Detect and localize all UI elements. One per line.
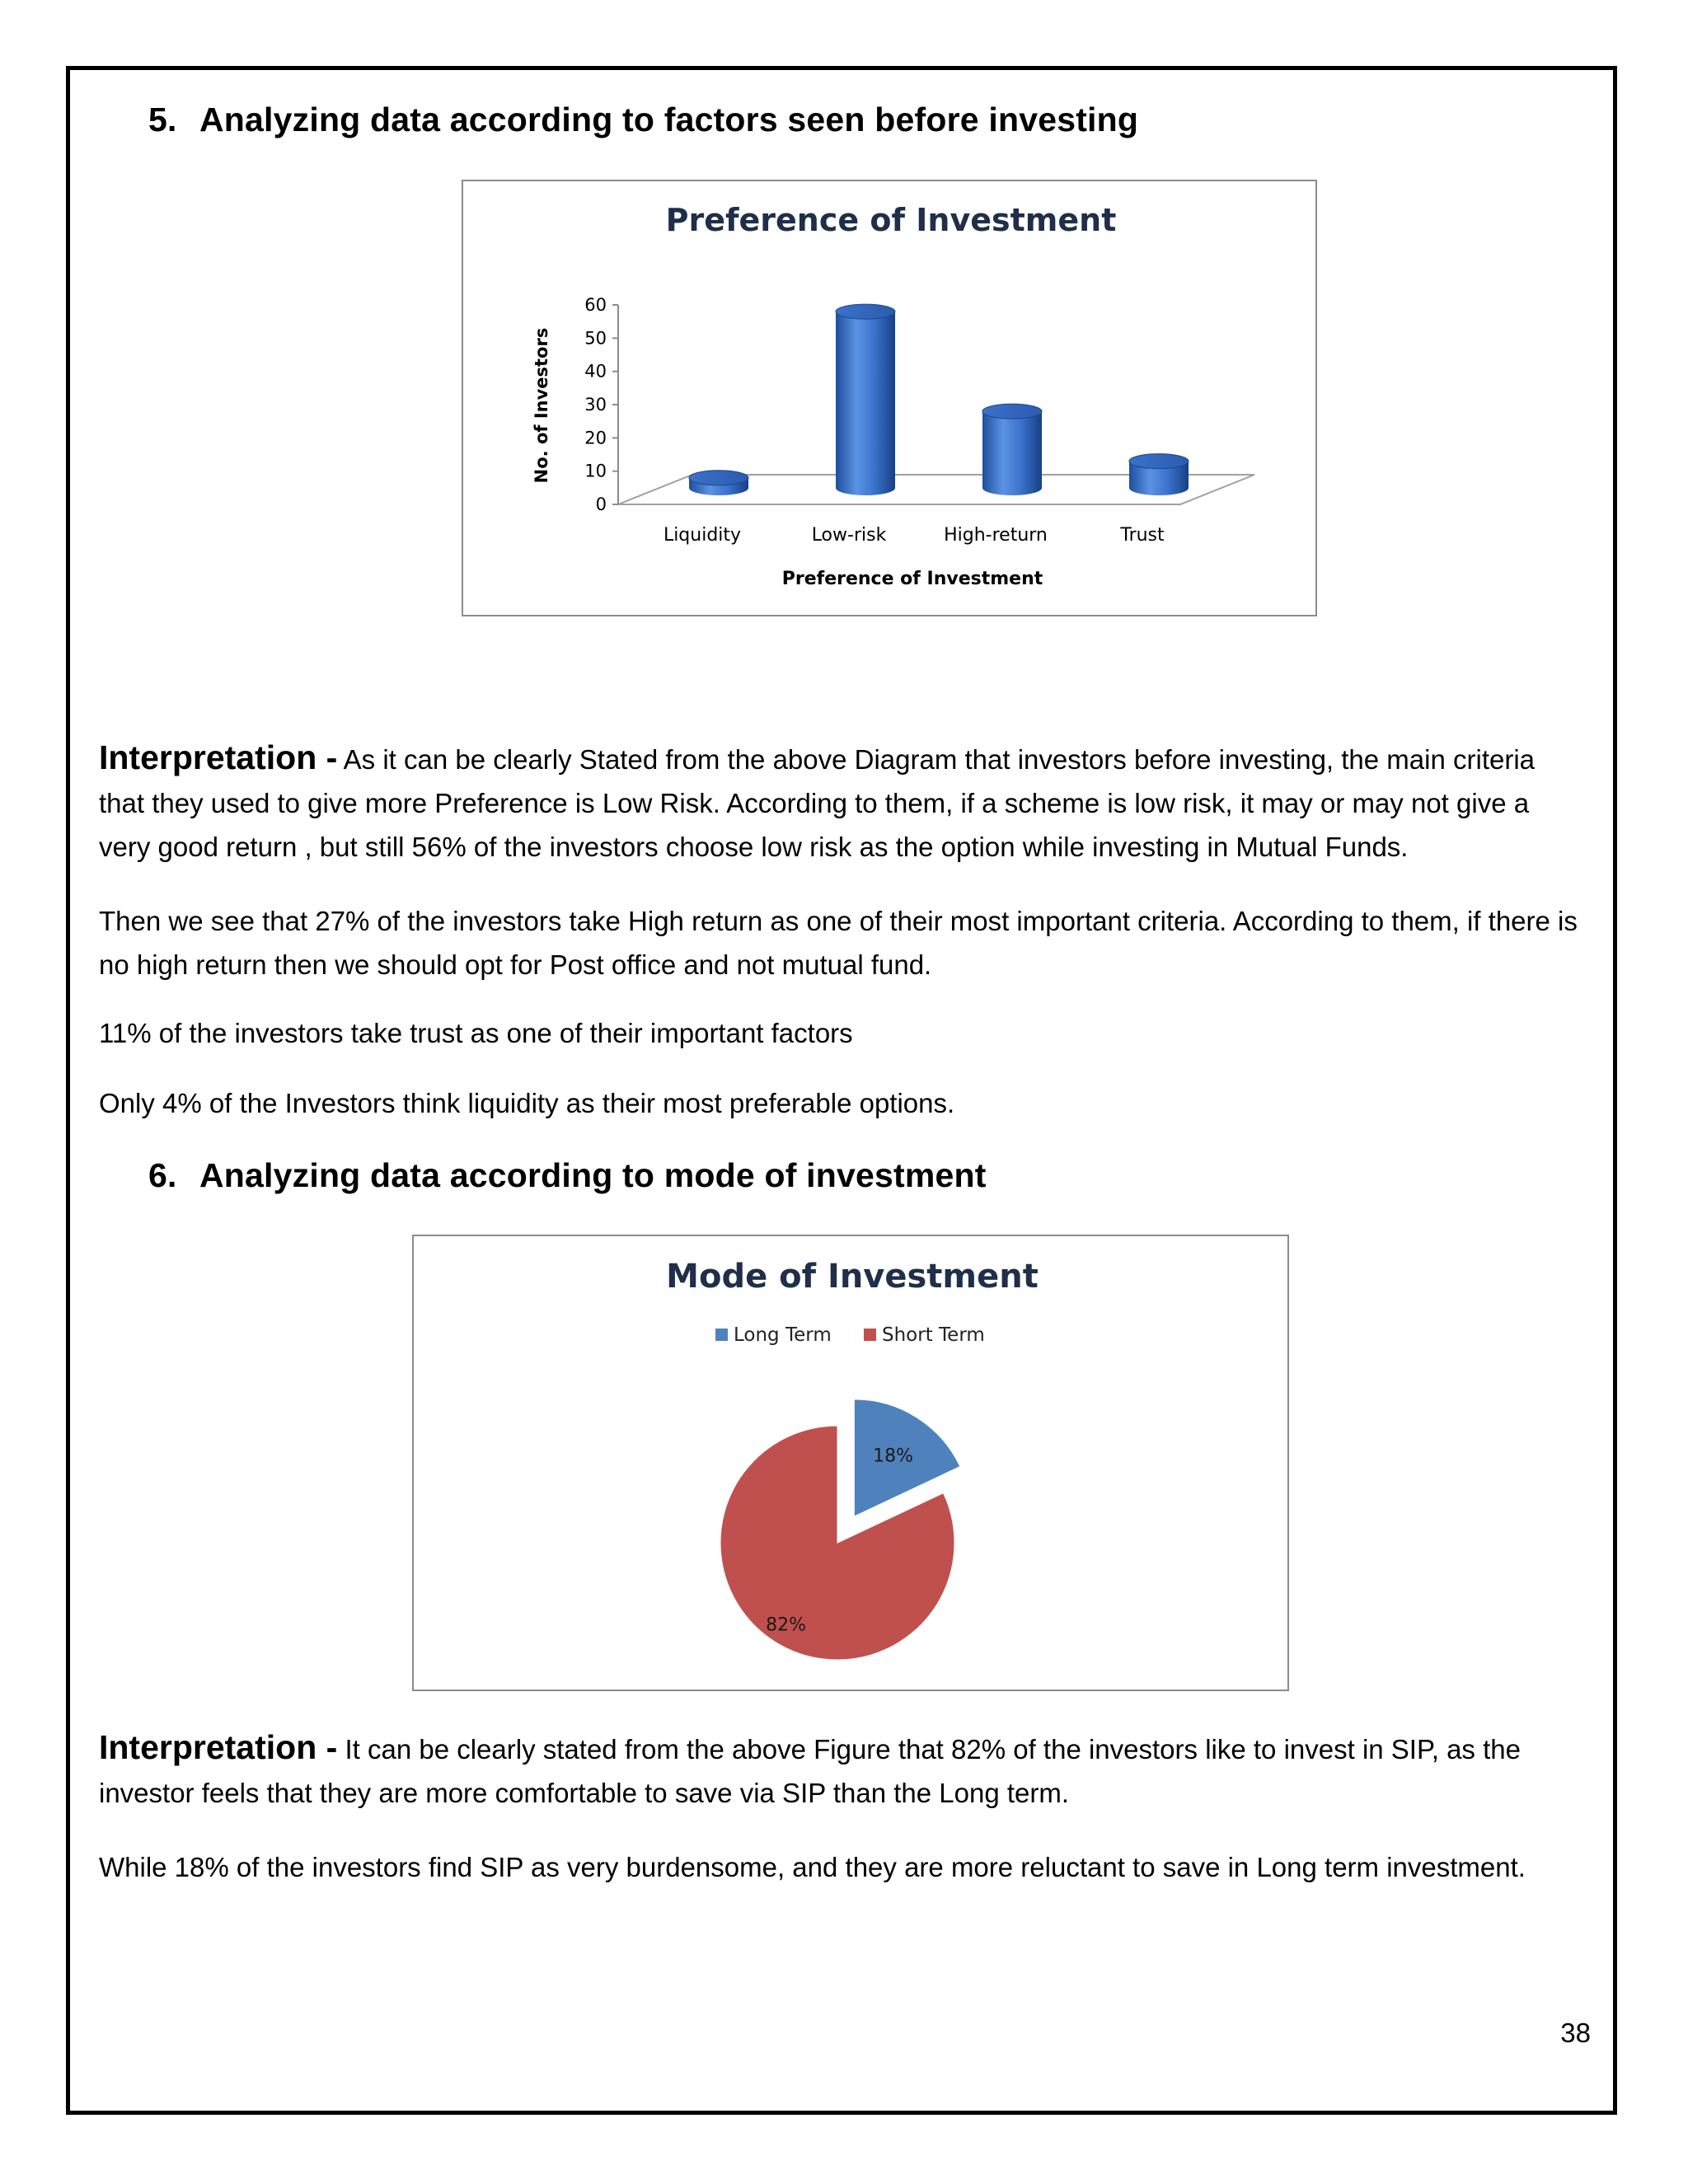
bar-liquidity [689,471,748,495]
interpretation-2-text: It can be clearly stated from the above Figure that 82% of the investors like to invest in SIP, as the investor feels that they are more comfortable to save via SIP than the Long term. [99,1734,1521,1808]
bar-top [689,471,748,485]
legend-swatch [864,1329,876,1341]
y-tick-label: 50 [584,328,607,349]
preference-bar-chart [463,181,1319,618]
interpretation-1-lead: Interpretation - [99,738,338,776]
interpretation-2-paragraph [99,1726,1582,1815]
interpretation-1-text: As it can be clearly Stated from the above Diagram that investors before investing, the main criteria that they used to give more Preference is Low Risk. According to them, if a scheme is low risk, it may or may not give a very good return , but still 56% of the investors choose low risk as the option while investing in Mutual Funds. [99,744,1536,862]
mode-chart [412,1235,1289,1691]
bar-trust [1129,454,1189,495]
x-axis-label: Preference of Investment [781,569,1043,589]
section-6-title: Analyzing data according to mode of investment [199,1156,987,1194]
bar-top [982,404,1042,419]
section-5-heading [148,101,1138,139]
pie-data-label: 18% [873,1446,913,1467]
interpretation-2-lead: Interpretation - [99,1728,338,1766]
page-number: 38 [1560,2018,1591,2048]
x-tick-label: High-return [944,525,1048,546]
section-6-number: 6. [148,1156,177,1194]
y-tick-label: 60 [584,295,607,315]
x-tick-label: Low-risk [811,525,887,546]
interpretation-1-paragraph-2: Then we see that 27% of the investors take High return as one of their most important criteria. According to them, if there is no high return then we should opt for Post office and not mutual fund. [99,906,1578,980]
x-tick-label: Trust [1120,525,1165,546]
chart-title: Preference of Investment [665,202,1117,238]
y-tick-label: 30 [584,395,607,415]
bar-top [1129,454,1189,469]
y-tick-label: 10 [584,461,607,481]
bar-body [982,411,1042,495]
pie-data-label: 82% [766,1615,807,1636]
section-5-number: 5. [148,101,177,138]
legend-swatch [715,1329,728,1341]
mode-pie-chart [414,1236,1291,1693]
y-tick-label: 40 [584,361,607,382]
section-5-title: Analyzing data according to factors seen before investing [199,101,1139,138]
preference-chart [462,180,1317,616]
section-6-heading [148,1156,987,1195]
interpretation-2-paragraph-2: While 18% of the investors find SIP as very burdensome, and they are more reluctant to save in Long term investment. [99,1852,1526,1882]
legend-label: Short Term [882,1324,985,1346]
bar-top [836,304,895,319]
legend-label: Long Term [734,1324,832,1346]
interpretation-1-paragraph [99,736,1582,869]
interpretation-1-paragraph-3: 11% of the investors take trust as one of their important factors [99,1018,853,1048]
bar-body [836,312,895,495]
pie-title: Mode of Investment [666,1258,1039,1296]
y-tick-label: 20 [584,428,607,448]
y-axis-label: No. of Investors [532,327,551,484]
y-tick-label: 0 [595,494,607,514]
bar-high-return [982,404,1042,495]
x-tick-label: Liquidity [663,525,742,546]
bar-low-risk [836,304,895,495]
interpretation-1-paragraph-4: Only 4% of the Investors think liquidity as their most preferable options. [99,1088,955,1118]
